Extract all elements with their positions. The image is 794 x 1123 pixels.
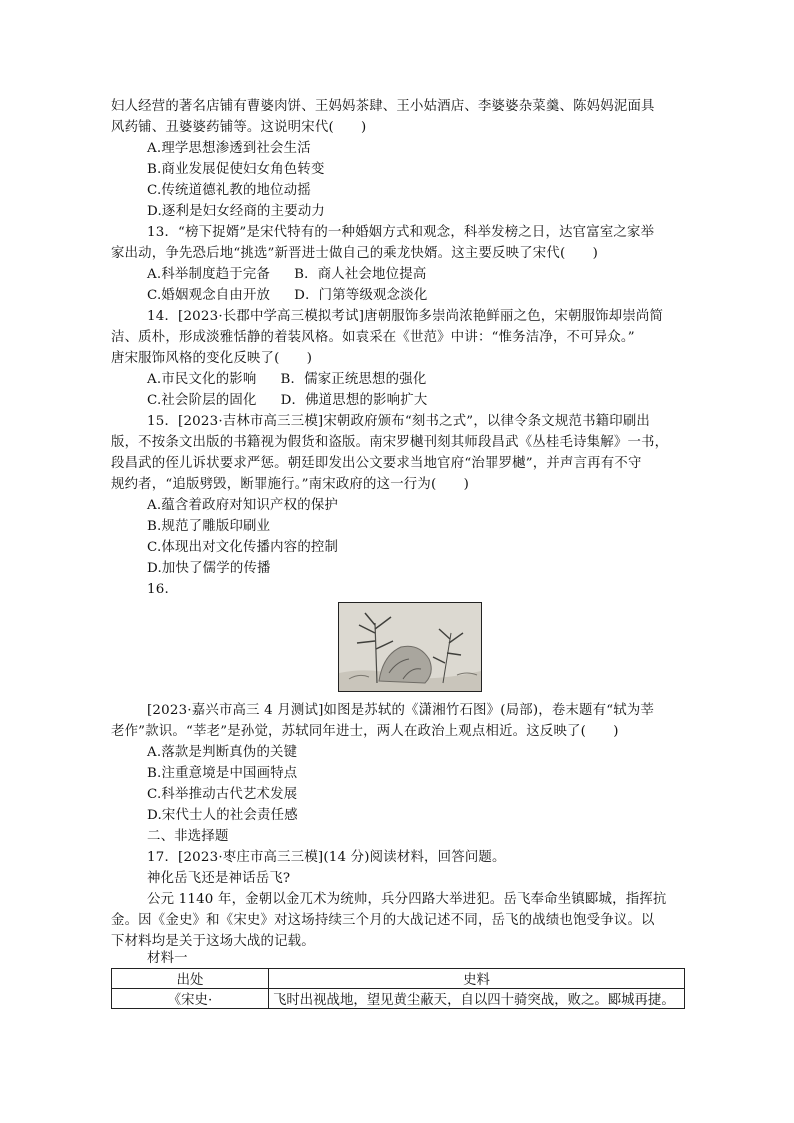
text-line: 规约者，“追版劈毁，断罪施行。”南宋政府的这一行为( )	[111, 477, 470, 492]
source-table	[111, 968, 685, 1009]
options-row	[147, 265, 426, 285]
option-d: D.宋代士人的社会责任感	[147, 808, 298, 823]
table-cell: 飞时出视战地，望见黄尘蔽天，自以四十骑突战，败之。郾城再捷。	[269, 989, 685, 1009]
option-d: D．门第等级观念淡化	[294, 288, 428, 303]
text-line: 风药铺、丑婆婆药铺等。这说明宋代( )	[111, 120, 367, 135]
question-14-stem: 14．[2023·长郡中学高三模拟考试]唐朝服饰多崇尚浓艳鲜丽之色，宋朝服饰却崇尚简	[147, 309, 664, 324]
header-material: 史料	[269, 969, 685, 989]
option-c: C.婚姻观念自由开放	[147, 288, 271, 303]
option-c: C.传统道德礼教的地位动摇	[147, 183, 311, 198]
options-row	[147, 370, 426, 390]
option-c: C.社会阶层的固化	[147, 393, 257, 408]
option-a: A.市民文化的影响	[147, 372, 257, 387]
text-line: 妇人经营的著名店铺有曹婆肉饼、王妈妈茶肆、王小姑酒店、李婆婆杂菜羹、陈妈妈泥面具	[111, 99, 655, 114]
painting-image	[339, 603, 481, 691]
option-a: A.落款是判断真伪的关键	[147, 745, 298, 760]
text-line: 公元 1140 年，金朝以金兀术为统帅，兵分四路大举进犯。岳飞奉命坐镇郾城，指挥抗	[147, 892, 667, 907]
text-line: 段昌武的侄儿诉状要求严惩。朝廷即发出公文要求当地官府“治罪罗樾”，并声言再有不守	[111, 456, 642, 471]
option-a: A.蕴含着政府对知识产权的保护	[147, 498, 339, 513]
option-b: B.商业发展促使妇女角色转变	[147, 162, 325, 177]
text-line: 唐宋服饰风格的变化反映了( )	[111, 351, 313, 366]
question-16-number: 16.	[147, 582, 169, 597]
option-d: D.逐利是妇女经商的主要动力	[147, 204, 326, 219]
header-source: 出处	[112, 969, 269, 989]
option-b: B.规范了雕版印刷业	[147, 519, 271, 534]
bamboo-rock-painting	[338, 602, 482, 692]
option-c: C.科举推动古代艺术发展	[147, 787, 298, 802]
option-b: B.注重意境是中国画特点	[147, 766, 298, 781]
text-line: 家出动，争先恐后地“挑选”新晋进士做自己的乘龙快婿。这主要反映了宋代( )	[111, 246, 599, 261]
option-a: A.科举制度趋于完备	[147, 267, 271, 282]
table-row	[112, 989, 685, 1009]
option-d: D.加快了儒学的传播	[147, 561, 271, 576]
options-row	[147, 286, 427, 306]
text-line: 洁、质朴，形成淡雅恬静的着装风格。如袁采在《世范》中讲：“惟务洁净，不可异众。”	[111, 330, 635, 345]
text-line: 老作”款识。“莘老”是孙觉，苏轼同年进士，两人在政治上观点相近。这反映了( )	[111, 724, 619, 739]
question-13-stem: 13．“榜下捉婿”是宋代特有的一种婚姻方式和观念，科举发榜之日，达官富室之家举	[147, 225, 655, 240]
table-header-row	[112, 969, 685, 989]
question-17-stem: 17．[2023·枣庄市高三三模](14 分)阅读材料，回答问题。	[147, 850, 506, 865]
text-line: 版，不按条文出版的书籍视为假货和盗版。南宋罗樾刊刻其师段昌武《丛桂毛诗集解》一书，	[111, 435, 669, 450]
table-cell: 《宋史·	[112, 989, 269, 1009]
option-b: B．儒家正统思想的强化	[280, 372, 427, 387]
text-line: 金。因《金史》和《宋史》对这场持续三个月的大战记述不同，岳飞的战绩也饱受争议。以	[111, 913, 655, 928]
option-b: B．商人社会地位提高	[294, 267, 427, 282]
material-label: 材料一	[147, 951, 188, 966]
options-row	[147, 391, 427, 411]
option-c: C.体现出对文化传播内容的控制	[147, 540, 339, 555]
material-title: 神化岳飞还是神话岳飞?	[147, 871, 291, 886]
option-a: A.理学思想渗透到社会生活	[147, 141, 311, 156]
option-d: D．佛道思想的影响扩大	[280, 393, 428, 408]
text-line: 下材料均是关于这场大战的记载。	[111, 934, 315, 949]
question-16-stem: [2023·嘉兴市高三 4 月测试]如图是苏轼的《潇湘竹石图》(局部)，卷末题有“轼为莘	[147, 703, 655, 718]
question-15-stem: 15．[2023·吉林市高三三模]宋朝政府颁布“刻书之式”，以律令条文规范书籍印刷出	[147, 414, 651, 429]
section-heading: 二、非选择题	[147, 829, 229, 844]
